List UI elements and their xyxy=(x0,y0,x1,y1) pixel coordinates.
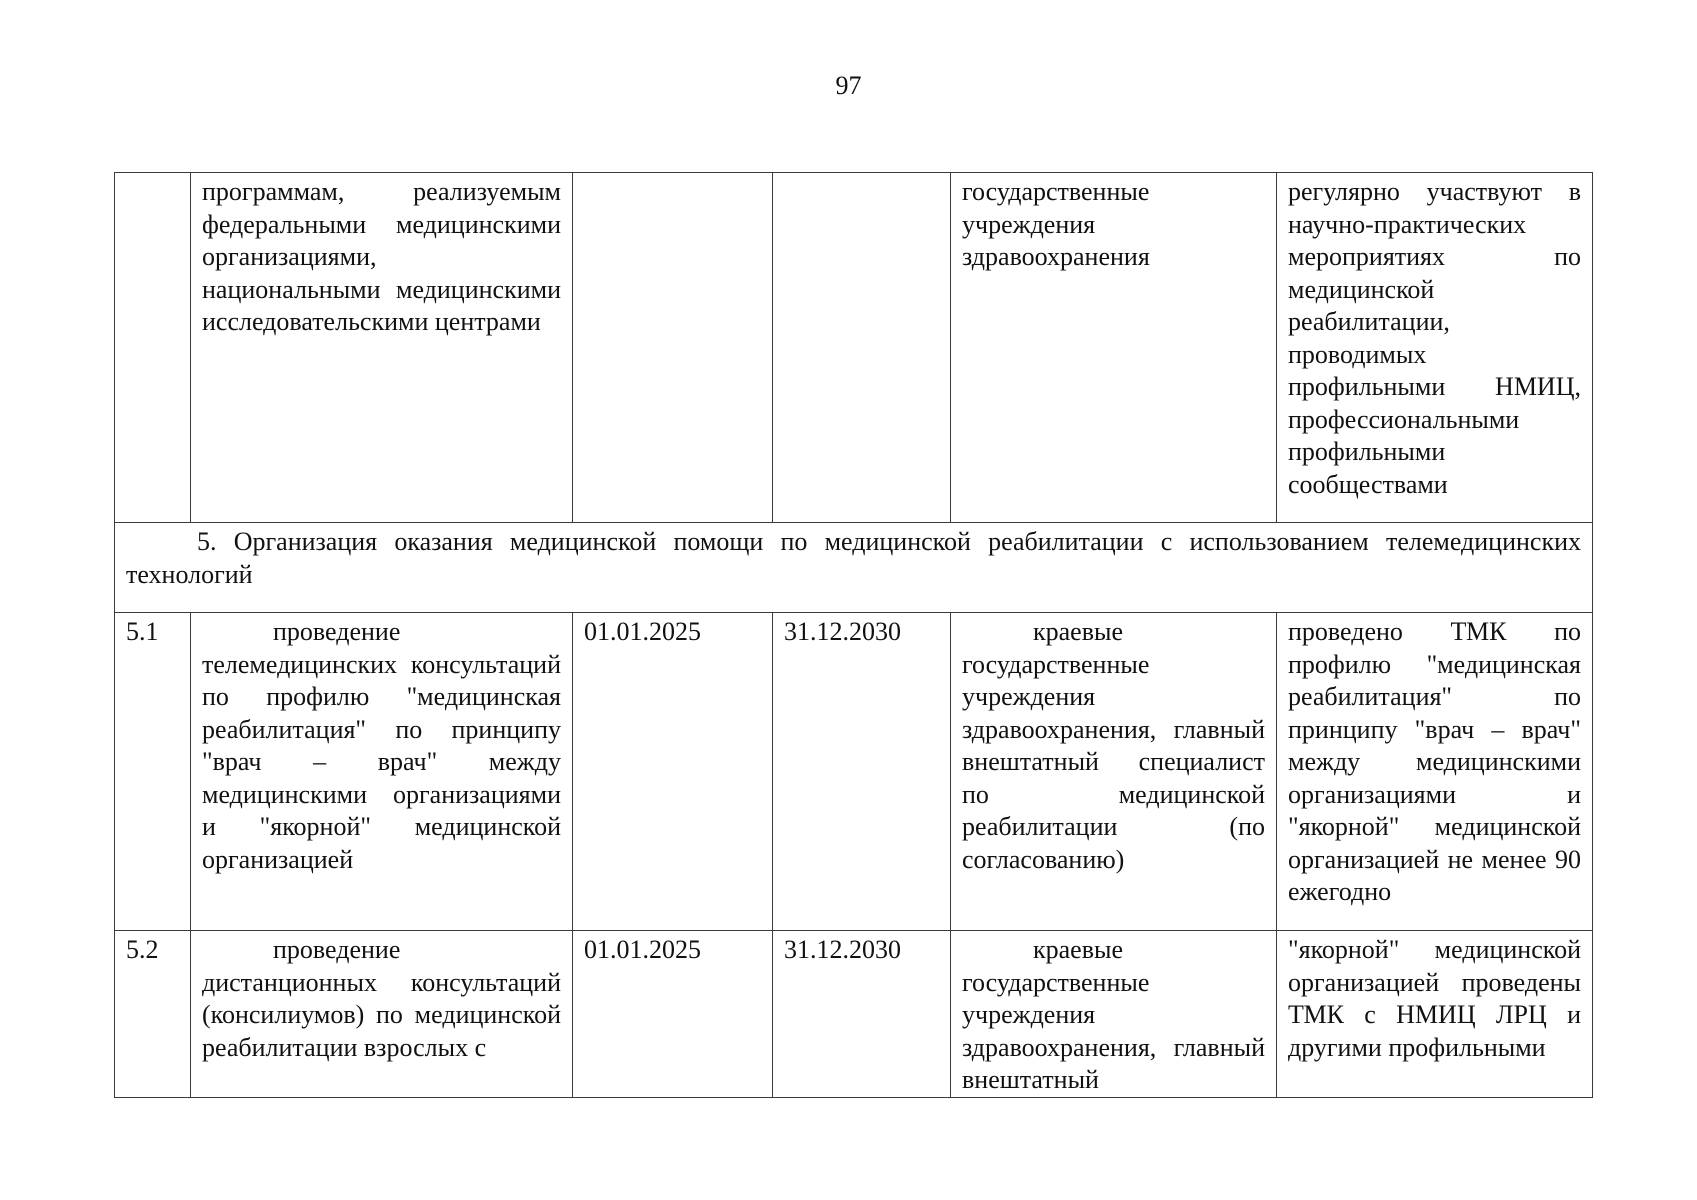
cell-start-date: 01.01.2025 xyxy=(573,931,773,1098)
cell-responsible: государственные учреждения здравоохранения xyxy=(951,173,1277,523)
table-row xyxy=(115,931,1593,1098)
cell-measure xyxy=(191,173,573,523)
cell-measure xyxy=(191,931,573,1098)
cell-num xyxy=(115,173,191,523)
cell-end-date: 31.12.2030 xyxy=(773,613,951,931)
cell-result: проведено ТМК по профилю "медицинская реабилитация" по принципу "врач – врач" между медицинскими организациями и "якорной" медицинской организацией не менее 90 ежегодно xyxy=(1277,613,1593,931)
section-title: 5. Организация оказания медицинской помощи по медицинской реабилитации с использованием телемедицинских технологий xyxy=(126,527,1581,589)
cell-num: 5.2 xyxy=(115,931,191,1098)
cell-responsible-text: краевые государственные учреждения здравоохранения, главный внештатный xyxy=(962,935,1265,1094)
cell-measure-text: программам, реализуемым федеральными медицинскими организациями, национальными медицинскими исследовательскими центрами xyxy=(202,177,561,336)
cell-responsible xyxy=(951,931,1277,1098)
cell-result: регулярно участвуют в научно-практических мероприятиях по медицинской реабилитации, проводимых профильными НМИЦ, профессиональными профильными сообществами xyxy=(1277,173,1593,523)
table-row-section-header xyxy=(115,523,1593,613)
measures-table xyxy=(114,172,1593,1098)
cell-start-date: 01.01.2025 xyxy=(573,613,773,931)
cell-responsible-text: краевые государственные учреждения здравоохранения, главный внештатный специалист по медицинской реабилитации (по согласованию) xyxy=(962,617,1265,874)
cell-end-date xyxy=(773,173,951,523)
cell-end-date: 31.12.2030 xyxy=(773,931,951,1098)
cell-measure xyxy=(191,613,573,931)
cell-measure-text: проведение телемедицинских консультаций по профилю "медицинская реабилитация" по принципу "врач – врач" между медицинскими организациями и "якорной" медицинской организацией xyxy=(202,617,561,874)
cell-measure-text: проведение дистанционных консультаций (консилиумов) по медицинской реабилитации взрослых с xyxy=(202,935,561,1062)
section-header-cell xyxy=(115,523,1593,613)
cell-responsible xyxy=(951,613,1277,931)
table-row-continuation xyxy=(115,173,1593,523)
page-number: 97 xyxy=(835,71,862,100)
cell-num: 5.1 xyxy=(115,613,191,931)
cell-start-date xyxy=(573,173,773,523)
cell-result: "якорной" медицинской организацией проведены ТМК с НМИЦ ЛРЦ и другими профильными xyxy=(1277,931,1593,1098)
table-row xyxy=(115,613,1593,931)
